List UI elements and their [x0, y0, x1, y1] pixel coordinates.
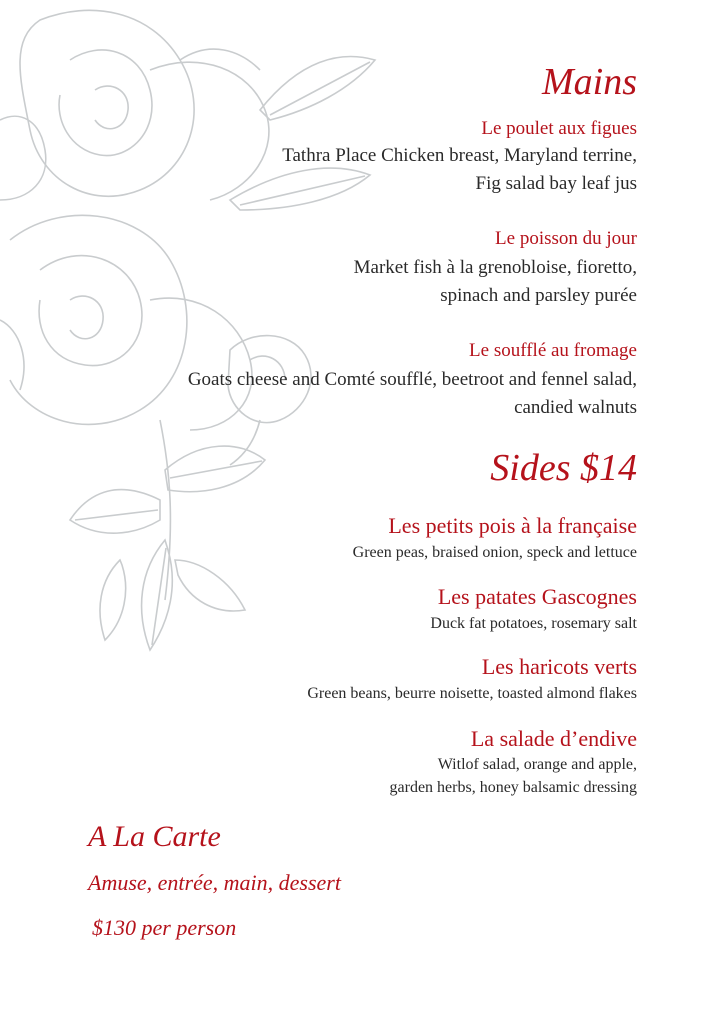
- main-item-name: Le poulet aux figues: [481, 118, 637, 139]
- a-la-carte-heading: A La Carte: [88, 820, 221, 853]
- side-item-name: Les patates Gascognes: [437, 584, 637, 609]
- main-item-desc: Goats cheese and Comté soufflé, beetroot and fennel salad,: [187, 369, 637, 390]
- side-item-name: La salade d’endive: [470, 726, 637, 751]
- side-item-name: Les petits pois à la française: [388, 513, 637, 538]
- main-item-desc: Fig salad bay leaf jus: [475, 173, 637, 194]
- side-item-desc: Green beans, beurre noisette, toasted almond flakes: [307, 685, 637, 702]
- main-item-name: Le poisson du jour: [495, 228, 637, 249]
- mains-heading: Mains: [542, 61, 637, 103]
- side-item-desc: Duck fat potatoes, rosemary salt: [430, 615, 637, 632]
- main-item-desc: Market fish à la grenobloise, fioretto,: [353, 257, 637, 278]
- main-item-desc: candied walnuts: [514, 397, 637, 418]
- side-item-desc: Witlof salad, orange and apple,: [437, 756, 637, 773]
- side-item-name: Les haricots verts: [481, 654, 637, 679]
- a-la-carte-courses: Amuse, entrée, main, dessert: [88, 870, 341, 895]
- main-item-name: Le soufflé au fromage: [469, 340, 637, 361]
- main-item-desc: Tathra Place Chicken breast, Maryland terrine,: [282, 145, 637, 166]
- a-la-carte-price: $130 per person: [92, 915, 237, 940]
- floral-illustration: [0, 0, 400, 660]
- sides-heading: Sides $14: [490, 447, 637, 489]
- side-item-desc: garden herbs, honey balsamic dressing: [389, 779, 637, 796]
- side-item-desc: Green peas, braised onion, speck and lettuce: [352, 544, 637, 561]
- main-item-desc: spinach and parsley purée: [440, 285, 637, 306]
